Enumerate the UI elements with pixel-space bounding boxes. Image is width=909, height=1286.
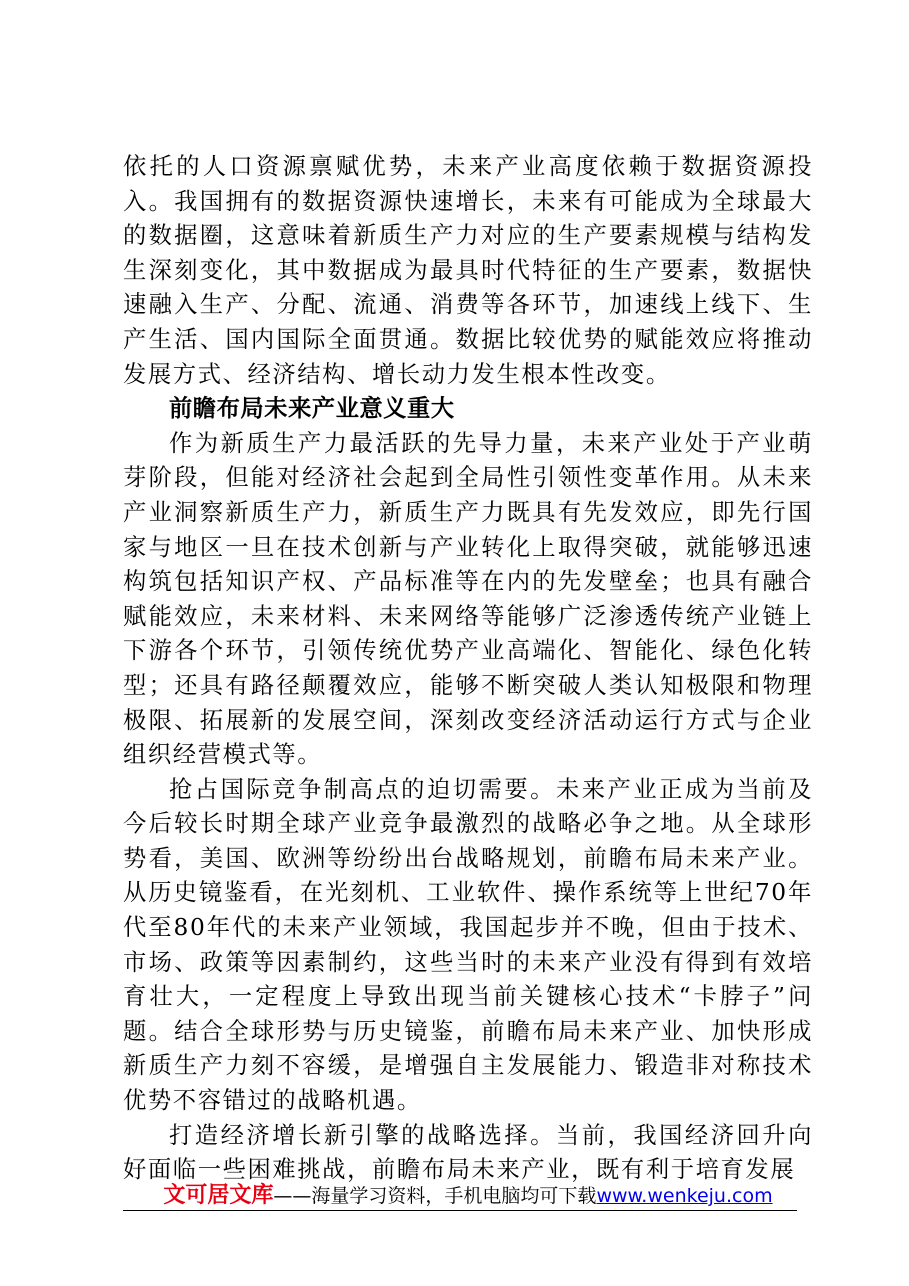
footer-brand: 文可居文库	[163, 1183, 274, 1208]
section-heading: 前瞻布局未来产业意义重大	[169, 395, 455, 423]
paragraph-growth-engine: 打造经济增长新引擎的战略选择。当前，我国经济回升向好面临一些困难挑战，前瞻布局未来产业，既有利于培育发展	[123, 1121, 813, 1184]
article-body	[123, 150, 813, 1188]
paragraph-future-industry-role: 作为新质生产力最活跃的先导力量，未来产业处于产业萌芽阶段，但能对经济社会起到全局性引领性变革作用。从未来产业洞察新质生产力，新质生产力既具有先发效应，即先行国家与地区一旦在技术创新与产业转化上取得突破，就能够迅速构筑包括知识产权、产品标准等在内的先发壁垒；也具有融合赋能效应，未来材料、未来网络等能够广泛渗透传统产业链上下游各个环节，引领传统优势产业高端化、智能化、绿色化转型；还具有路径颠覆效应，能够不断突破人类认知极限和物理极限、拓展新的发展空间，深刻改变经济活动运行方式与企业组织经营模式等。	[123, 429, 813, 769]
paragraph-international-competition: 抢占国际竞争制高点的迫切需要。未来产业正成为当前及今后较长时期全球产业竞争最激烈的战略必争之地。从全球形势看，美国、欧洲等纷纷出台战略规划，前瞻布局未来产业。从历史镜鉴看，在光刻机、工业软件、操作系统等上世纪70年代至80年代的未来产业领域，我国起步并不晚，但由于技术、市场、政策等因素制约，这些当时的未来产业没有得到有效培育壮大，一定程度上导致出现当前关键核心技术“卡脖子”问题。结合全球形势与历史镜鉴，前瞻布局未来产业、加快形成新质生产力刻不容缓，是增强自主发展能力、锻造非对称技术优势不容错过的战略机遇。	[123, 775, 813, 1115]
page-footer	[123, 1180, 813, 1212]
footer-link[interactable]: www.wenkeju.com	[596, 1185, 773, 1207]
paragraph-continuation: 依托的人口资源禀赋优势，未来产业高度依赖于数据资源投入。我国拥有的数据资源快速增长，未来有可能成为全球最大的数据圈，这意味着新质生产力对应的生产要素规模与结构发生深刻变化，其中数据成为最具时代特征的生产要素，数据快速融入生产、分配、流通、消费等各环节，加速线上线下、生产生活、国内国际全面贯通。数据比较优势的赋能效应将推动发展方式、经济结构、增长动力发生根本性改变。	[123, 153, 813, 388]
footer-divider	[123, 1210, 797, 1211]
footer-slogan: ——海量学习资料，手机电脑均可下载	[273, 1185, 597, 1207]
